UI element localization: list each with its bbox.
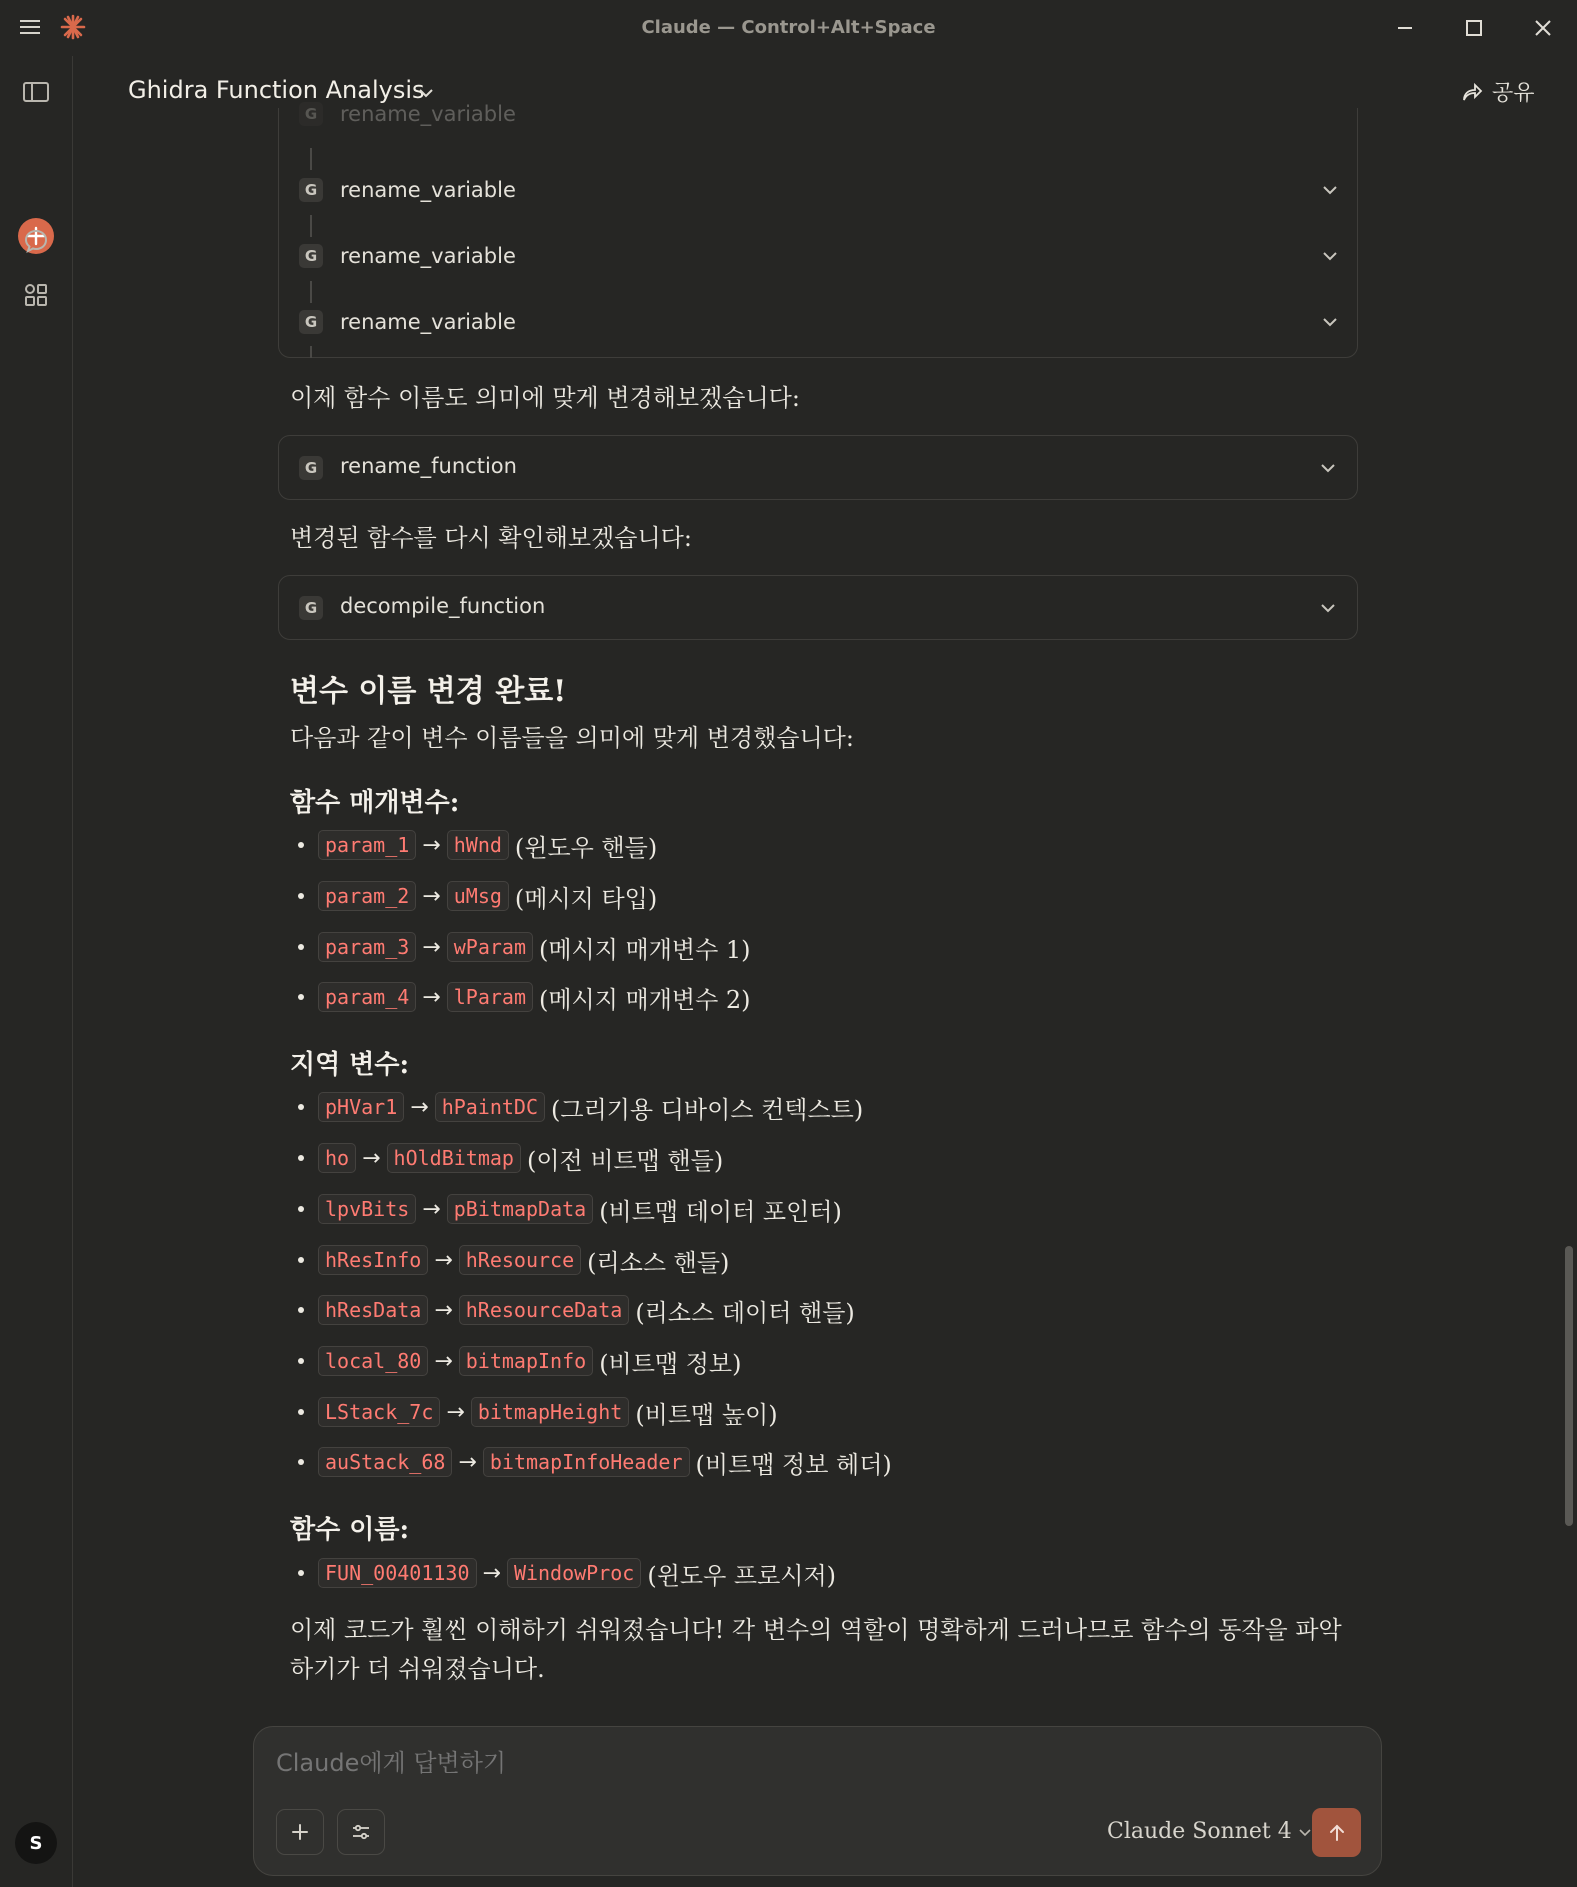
response-outro-continued: 하기가 더 쉬워졌습니다. [290,1655,545,1683]
tool-call-row[interactable] [279,164,1359,216]
response-intro: 다음과 같이 변수 이름들을 의미에 맞게 변경했습니다: [290,724,854,752]
tool-name: rename_variable [340,102,516,126]
list-item: LStack_7c → bitmapHeight (비트맵 높이) [298,1396,778,1428]
model-name: Claude Sonnet 4 [1107,1819,1292,1844]
code-new-name: lParam [447,982,533,1012]
list-item: pHVar1 → hPaintDC (그리기용 디바이스 컨텍스트) [298,1091,863,1123]
code-old-name: LStack_7c [318,1397,440,1427]
code-new-name: bitmapHeight [471,1397,630,1427]
response-outro: 이제 코드가 훨씬 이해하기 쉬워졌습니다! 각 변수의 역할이 명확하게 드러나므로 함수의 동작을 파악 [290,1616,1342,1644]
chevron-down-icon[interactable] [1321,181,1339,199]
chevron-down-icon[interactable] [1321,313,1339,331]
item-description: (비트맵 높이) [635,1400,778,1429]
projects-icon[interactable] [20,279,52,311]
code-new-name: hPaintDC [435,1092,545,1122]
section-heading-params: 함수 매개변수: [290,788,460,818]
code-old-name: lpvBits [318,1194,416,1224]
tool-badge: G [299,178,323,202]
code-old-name: param_4 [318,982,416,1012]
code-old-name: param_1 [318,830,416,860]
code-new-name: WindowProc [507,1558,641,1588]
tool-call-row[interactable] [279,88,1359,140]
tool-name: rename_function [340,454,517,478]
close-icon[interactable] [1529,14,1557,42]
message-paragraph: 이제 함수 이름도 의미에 맞게 변경해보겠습니다: [290,384,800,412]
list-item: param_3 → wParam (메시지 매개변수 1) [298,931,751,963]
code-old-name: local_80 [318,1346,428,1376]
tool-badge: G [299,596,323,620]
tool-name: decompile_function [340,594,546,618]
tool-name: rename_variable [340,178,516,202]
add-attachment-button[interactable] [276,1809,324,1855]
chevron-down-icon[interactable] [1319,599,1337,617]
item-description: (메시지 매개변수 2) [538,985,751,1014]
list-item: FUN_00401130 → WindowProc (윈도우 프로시저) [298,1557,836,1589]
code-new-name: hOldBitmap [387,1143,521,1173]
chats-icon[interactable] [20,225,52,257]
item-description: (이전 비트맵 핸들) [526,1146,724,1175]
code-old-name: auStack_68 [318,1447,452,1477]
code-new-name: wParam [447,932,533,962]
code-old-name: pHVar1 [318,1092,404,1122]
sliders-icon [350,1821,372,1843]
list-item: auStack_68 → bitmapInfoHeader (비트맵 정보 헤더) [298,1446,892,1478]
arrow-up-icon [1326,1822,1348,1844]
item-description: (윈도우 프로시저) [647,1561,837,1590]
reply-input[interactable] [276,1749,1356,1777]
list-item: param_1 → hWnd (윈도우 핸들) [298,829,657,861]
message-paragraph: 변경된 함수를 다시 확인해보겠습니다: [290,524,692,552]
code-new-name: bitmapInfo [459,1346,593,1376]
code-old-name: hResData [318,1295,428,1325]
code-new-name: hWnd [447,830,509,860]
share-icon [1460,80,1484,104]
item-description: (윈도우 핸들) [514,833,658,862]
code-new-name: pBitmapData [447,1194,593,1224]
item-description: (리소스 데이터 핸들) [635,1298,855,1327]
item-description: (비트맵 정보 헤더) [695,1450,892,1479]
chevron-down-icon [1298,1825,1312,1839]
title-bar [0,0,1577,56]
list-item: param_2 → uMsg (메시지 타입) [298,880,657,912]
list-item: lpvBits → pBitmapData (비트맵 데이터 포인터) [298,1193,842,1225]
avatar[interactable]: S [15,1822,57,1864]
item-description: (비트맵 데이터 포인터) [599,1197,842,1226]
code-old-name: ho [318,1143,356,1173]
list-item: hResData → hResourceData (리소스 데이터 핸들) [298,1294,855,1326]
code-old-name: param_3 [318,932,416,962]
tool-call-group [278,102,1358,358]
connector-line [310,346,312,358]
send-button[interactable] [1312,1808,1361,1857]
code-old-name: param_2 [318,881,416,911]
tool-call-rename-function[interactable] [278,435,1358,500]
list-item: param_4 → lParam (메시지 매개변수 2) [298,981,751,1013]
list-item: local_80 → bitmapInfo (비트맵 정보) [298,1345,741,1377]
tool-badge: G [299,244,323,268]
code-new-name: uMsg [447,881,509,911]
window-title: Claude — Control+Alt+Space [641,17,936,38]
message-composer [253,1726,1382,1876]
chevron-down-icon[interactable] [1321,247,1339,265]
code-new-name: bitmapInfoHeader [483,1447,690,1477]
chevron-down-icon[interactable] [1319,459,1337,477]
share-button[interactable] [1460,76,1535,107]
tool-call-row[interactable] [279,296,1359,348]
scrollbar-thumb[interactable] [1565,1246,1573,1526]
chat-title[interactable]: Ghidra Function Analysis [128,76,425,104]
item-description: (리소스 핸들) [587,1248,730,1277]
item-description: (메시지 타입) [514,884,658,913]
model-selector[interactable] [1107,1819,1312,1844]
code-old-name: FUN_00401130 [318,1558,477,1588]
tool-badge: G [299,102,323,126]
item-description: (비트맵 정보) [599,1349,742,1378]
code-new-name: hResourceData [459,1295,630,1325]
share-label: 공유 [1492,81,1535,106]
code-old-name: hResInfo [318,1245,428,1275]
tools-settings-button[interactable] [337,1809,385,1855]
list-item: ho → hOldBitmap (이전 비트맵 핸들) [298,1142,723,1174]
tool-badge: G [299,310,323,334]
maximize-icon[interactable] [1460,14,1488,42]
left-rail [0,56,73,1887]
section-heading-function: 함수 이름: [290,1515,410,1545]
tool-badge: G [299,456,323,480]
sidebar-toggle-icon[interactable] [20,76,52,108]
plus-icon [289,1821,311,1843]
code-new-name: hResource [459,1245,581,1275]
tool-name: rename_variable [340,244,516,268]
tool-call-decompile-function[interactable] [278,575,1358,640]
item-description: (그리기용 디바이스 컨텍스트) [551,1095,864,1124]
section-heading-locals: 지역 변수: [290,1050,410,1080]
tool-call-row[interactable] [279,230,1359,282]
minimize-icon[interactable] [1391,14,1419,42]
tool-name: rename_variable [340,310,516,334]
response-heading: 변수 이름 변경 완료! [290,674,567,709]
list-item: hResInfo → hResource (리소스 핸들) [298,1244,729,1276]
item-description: (메시지 매개변수 1) [538,935,751,964]
